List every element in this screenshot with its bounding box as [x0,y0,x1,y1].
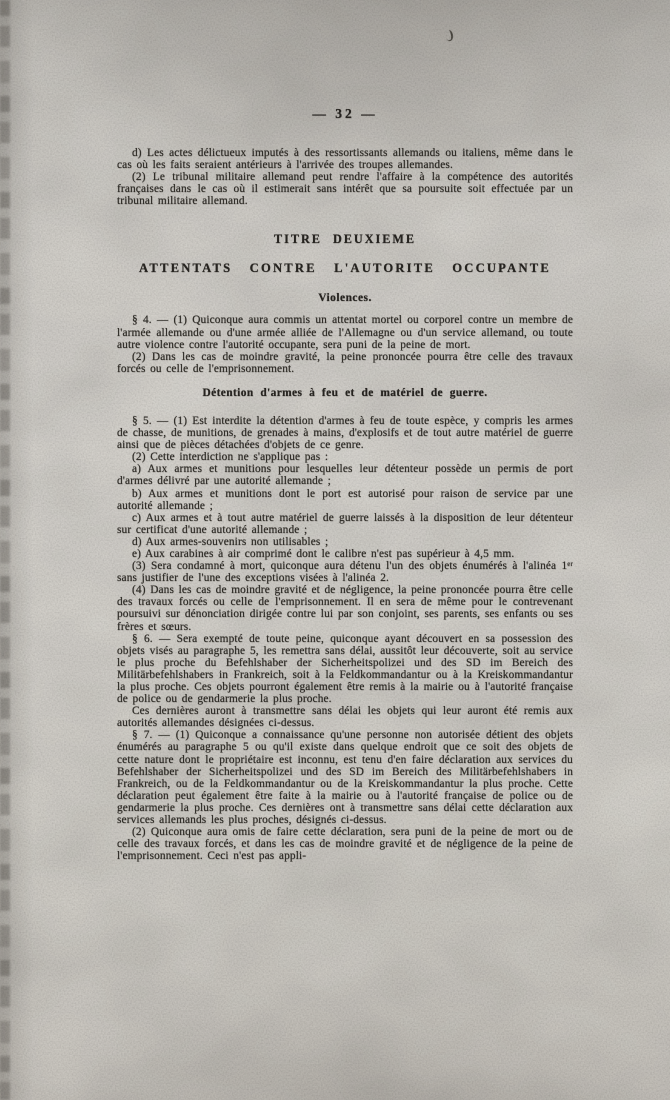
paragraph-s5-b: b) Aux armes et munitions dont le port est autorisé pour raison de service par une autorité allemande ; [117,487,573,512]
paragraph-s4-1: § 4. — (1) Quiconque aura commis un attentat mortel ou corporel contre un membre de l'armée allemande ou d'une armée alliée de l'Allemagne ou d'un service allemand, ou toute autre violence contre l'autorité occupante, sera puni de la peine de mort. [117,314,573,351]
paragraph-s7-2: (2) Quiconque aura omis de faire cette déclaration, sera puni de la peine de mort ou de celle des travaux forcés, et dans les cas de moindre gravité et de négligence de la peine de l'emprisonnement. Ceci n'est pas appli- [117,826,573,863]
heading-violences: Violences. [318,292,372,305]
paragraph-s5-2: (2) Cette interdiction ne s'applique pas : [132,451,329,464]
heading-attentats: ATTENTATS CONTRE L'AUTORITE OCCUPANTE [139,261,551,276]
paragraph-s5-a: a) Aux armes et munitions pour lesquelles leur détenteur possède un permis de port d'armes délivré par une autorité allemande ; [117,463,573,488]
paragraph-s5-c: c) Aux armes et à tout autre matériel de guerre laissés à la disposition de leur détenteur sur certificat d'une autorité allemande ; [117,511,573,536]
paragraph-s7-1: § 7. — (1) Quiconque a connaissance qu'une personne non autorisée détient des objets énumérés au paragraphe 5 ou qu'il existe dans quelque endroit que ce soit des objets de cette nature dont le propriétaire est inconnu, est tenu d'en faire déclaration aux services du Befehlshaber der Sicherheitspolizei und des SD im Bereich des Militärbefehlshabers in Frankreich, ou de la Feldkommandantur ou de la Kreiskommandantur la plus proche. Cette déclaration peut également être faite à la mairie ou à l'autorité française de police ou de gendarmerie la plus proche. Ces dernières ont à transmettre sans délai cette déclaration aux services allemands les plus proches, désignés ci-dessus. [117,729,573,827]
ink-smudge-mark [445,29,454,41]
paragraph-s5-d: d) Aux armes-souvenirs non utilisables ; [132,535,329,548]
scan-binding-edge-artifact [0,0,10,1100]
heading-detention-armes: Détention d'armes à feu et de matériel de guerre. [202,386,488,399]
page-text-block [117,106,573,862]
paragraph-s5-3: (3) Sera condamné à mort, quiconque aura détenu l'un des objets énumérés à l'alinéa 1ᵉʳ sans justifier de l'une des exceptions visées à l'alinéa 2. [117,560,573,585]
paragraph-s5-1: § 5. — (1) Est interdite la détention d'armes à feu de toute espèce, y compris les armes de chasse, de munitions, de grenades à mains, d'explosifs et de tout autre matériel de guerre ainsi que de pièces détachées d'objets de ce genre. [117,414,573,452]
paragraph-s4-2: (2) Dans les cas de moindre gravité, la peine prononcée pourra être celle des travaux forcés ou celle de l'emprisonnement. [117,350,573,375]
paragraph-intro-2: (2) Le tribunal militaire allemand peut rendre l'affaire à la compétence des autorités françaises dans le cas où il estimerait sans intérêt que sa poursuite soit effectuée par un tribunal militaire allemand. [117,171,573,208]
paragraph-s5-e: e) Aux carabines à air comprimé dont le calibre n'est pas supérieur à 4,5 mm. [132,547,515,560]
page-number: — 32 — [312,106,378,121]
heading-titre-deuxieme: TITRE DEUXIEME [273,232,416,247]
paragraph-s6-1: § 6. — Sera exempté de toute peine, quiconque ayant découvert en sa possession des objets visés au paragraphe 5, les remettra sans délai, aussitôt leur découverte, soit au service le plus proche du Befehlshaber der Sicherheitspolizei und des SD im Bereich des Militärbefehlshabers in Frankreich, soit à la Feldkommandantur ou à la Kreiskommandantur la plus proche. Ces objets pourront également être remis à la mairie ou à l'autorité française de police ou de gendarmerie la plus proche. [117,632,573,706]
paragraph-s6-2: Ces dernières auront à transmettre sans délai les objets qui leur auront été remis aux autorités allemandes désignées ci-dessus. [117,705,573,730]
paragraph-s5-4: (4) Dans les cas de moindre gravité et de négligence, la peine prononcée pourra être celle des travaux forcés ou celle de l'emprisonnement. Il en sera de même pour le contrevenant poursuivi sur dénonciation dirigée contre lui par son conjoint, ses parents, ses enfants ou ses frères et sœurs. [117,584,573,633]
paragraph-intro-d: d) Les actes délictueux imputés à des ressortissants allemands ou italiens, même dans le cas où les faits seraient antérieurs à l'arrivée des troupes allemandes. [117,147,573,172]
